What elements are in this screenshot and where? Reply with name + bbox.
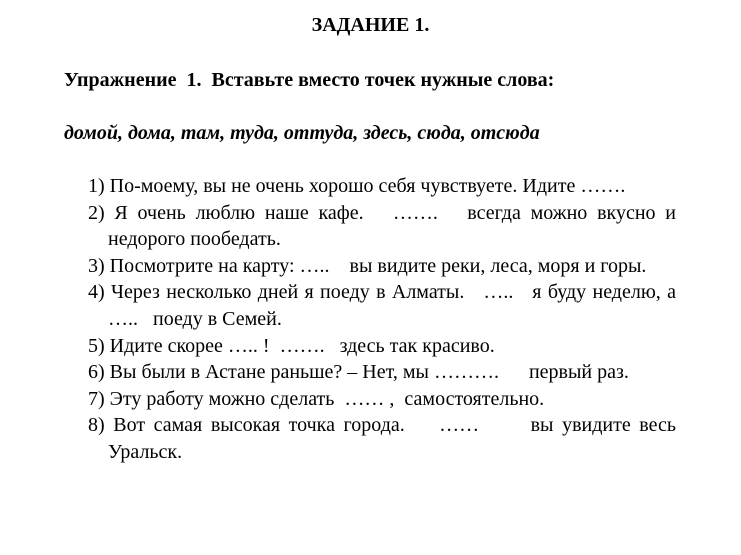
task-list <box>88 173 681 466</box>
task-item-6: 6) Вы были в Астане раньше? – Нет, мы ………. первый раз. <box>88 361 629 384</box>
task-item-4: 4) Через несколько дней я поеду в Алматы. ….. я буду неделю, а ….. поеду в Семей. <box>88 281 681 330</box>
task-item-8: 8) Вот самая высокая точка города. …… вы увидите весь Уральск. <box>88 414 681 463</box>
task-item-1: 1) По-моему, вы не очень хорошо себя чувствуете. Идите ……. <box>88 175 626 197</box>
task-item-2: 2) Я очень люблю наше кафе. ……. всегда можно вкусно и недорого пообедать. <box>88 201 681 251</box>
word-bank: домой, дома, там, туда, оттуда, здесь, сюда, отсюда <box>64 122 540 144</box>
page-title: ЗАДАНИЕ 1. <box>311 14 430 36</box>
exercise-instruction: Упражнение 1. Вставьте вместо точек нужные слова: <box>64 69 555 91</box>
task-item-5: 5) Идите скорее ….. ! ……. здесь так красиво. <box>88 334 495 357</box>
task-item-3: 3) Посмотрите на карту: ….. вы видите реки, леса, моря и горы. <box>88 254 647 277</box>
task-item-7: 7) Эту работу можно сделать …… , самостоятельно. <box>88 387 545 410</box>
